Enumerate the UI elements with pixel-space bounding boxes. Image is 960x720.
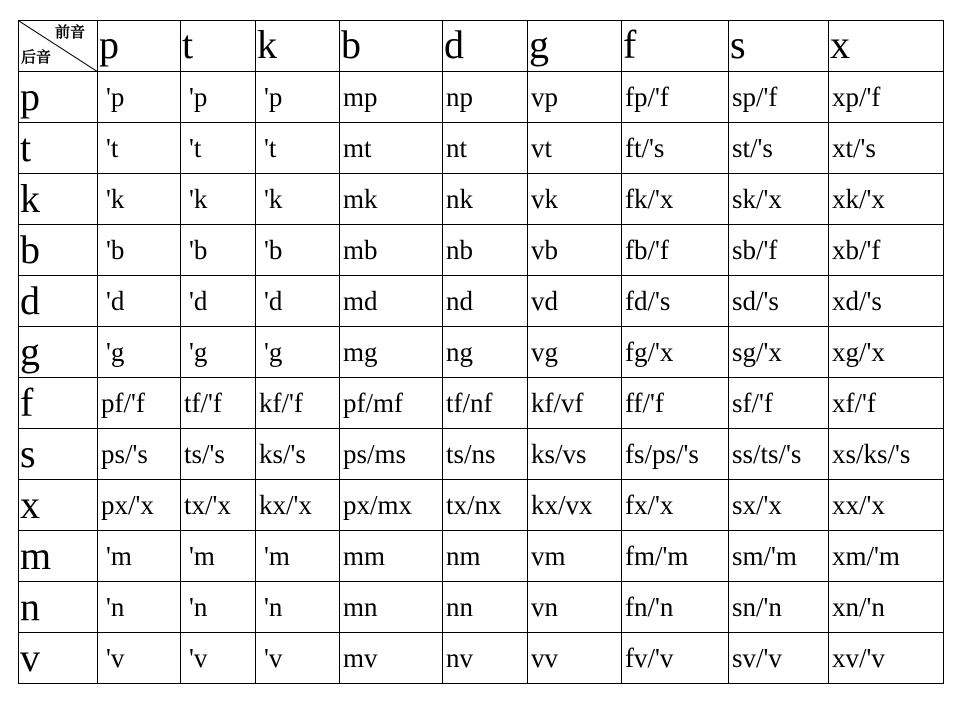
table-cell: mg: [340, 327, 443, 378]
table-cell: 't: [181, 123, 256, 174]
table-row: [19, 582, 944, 633]
table-cell: xg/'x: [829, 327, 944, 378]
table-cell: xp/'f: [829, 72, 944, 123]
table-cell: 't: [98, 123, 181, 174]
table-cell: sf/'f: [729, 378, 829, 429]
table-cell: nk: [443, 174, 528, 225]
table-cell: vv: [528, 633, 622, 684]
table-cell: kf/'f: [256, 378, 340, 429]
table-cell: ts/ns: [443, 429, 528, 480]
table-cell: xt/'s: [829, 123, 944, 174]
table-cell: vb: [528, 225, 622, 276]
table-cell: sx/'x: [729, 480, 829, 531]
row-header: k: [19, 174, 98, 225]
table-cell: ks/vs: [528, 429, 622, 480]
table-cell: ps/'s: [98, 429, 181, 480]
table-cell: nt: [443, 123, 528, 174]
table-row: [19, 378, 944, 429]
table-cell: tf/nf: [443, 378, 528, 429]
table-cell: nv: [443, 633, 528, 684]
table-row: [19, 276, 944, 327]
table-cell: px/'x: [98, 480, 181, 531]
row-header: t: [19, 123, 98, 174]
table-cell: 'b: [256, 225, 340, 276]
table-cell: 'p: [256, 72, 340, 123]
table-cell: sn/'n: [729, 582, 829, 633]
table-cell: st/'s: [729, 123, 829, 174]
table-row: [19, 531, 944, 582]
table-row: [19, 429, 944, 480]
table-cell: 'n: [256, 582, 340, 633]
table-cell: vd: [528, 276, 622, 327]
table-cell: ks/'s: [256, 429, 340, 480]
table-cell: mv: [340, 633, 443, 684]
table-cell: 'g: [98, 327, 181, 378]
table-row: [19, 327, 944, 378]
table-cell: 'p: [181, 72, 256, 123]
table-cell: vk: [528, 174, 622, 225]
table-cell: fg/'x: [622, 327, 729, 378]
table-cell: 'b: [98, 225, 181, 276]
table-cell: vm: [528, 531, 622, 582]
table-cell: xn/'n: [829, 582, 944, 633]
table-cell: 'm: [256, 531, 340, 582]
column-header: k: [256, 21, 340, 72]
table-cell: ff/'f: [622, 378, 729, 429]
table-cell: sk/'x: [729, 174, 829, 225]
table-cell: sp/'f: [729, 72, 829, 123]
table-cell: 'k: [181, 174, 256, 225]
table-cell: fp/'f: [622, 72, 729, 123]
table-cell: xx/'x: [829, 480, 944, 531]
table-cell: xb/'f: [829, 225, 944, 276]
table-cell: sd/'s: [729, 276, 829, 327]
table-cell: ft/'s: [622, 123, 729, 174]
column-header: x: [829, 21, 944, 72]
table-cell: mk: [340, 174, 443, 225]
corner-label-next-sound: 后音: [21, 48, 52, 66]
table-row: [19, 72, 944, 123]
table-cell: ng: [443, 327, 528, 378]
table-cell: xs/ks/'s: [829, 429, 944, 480]
table-cell: fm/'m: [622, 531, 729, 582]
table-cell: 'p: [98, 72, 181, 123]
corner-label-prev-sound: 前音: [54, 23, 85, 41]
table-cell: vn: [528, 582, 622, 633]
table-cell: fv/'v: [622, 633, 729, 684]
table-cell: nm: [443, 531, 528, 582]
column-header: g: [528, 21, 622, 72]
table-cell: xd/'s: [829, 276, 944, 327]
table-cell: md: [340, 276, 443, 327]
table-cell: ps/ms: [340, 429, 443, 480]
table-cell: sm/'m: [729, 531, 829, 582]
table-cell: vg: [528, 327, 622, 378]
table-cell: nb: [443, 225, 528, 276]
table-cell: fb/'f: [622, 225, 729, 276]
row-header: x: [19, 480, 98, 531]
table-cell: mp: [340, 72, 443, 123]
table-cell: kx/vx: [528, 480, 622, 531]
header-row: [19, 21, 944, 72]
table-row: [19, 174, 944, 225]
table-cell: vt: [528, 123, 622, 174]
table-cell: 'n: [181, 582, 256, 633]
table-cell: np: [443, 72, 528, 123]
column-header: s: [729, 21, 829, 72]
table-cell: 'm: [181, 531, 256, 582]
table-cell: 'b: [181, 225, 256, 276]
table-cell: kf/vf: [528, 378, 622, 429]
table-cell: ss/ts/'s: [729, 429, 829, 480]
table-cell: sv/'v: [729, 633, 829, 684]
table-cell: 'k: [256, 174, 340, 225]
table-cell: tx/nx: [443, 480, 528, 531]
table-cell: kx/'x: [256, 480, 340, 531]
table-cell: fn/'n: [622, 582, 729, 633]
table-row: [19, 123, 944, 174]
row-header: f: [19, 378, 98, 429]
row-header: d: [19, 276, 98, 327]
table-cell: xk/'x: [829, 174, 944, 225]
table-cell: pf/mf: [340, 378, 443, 429]
consonant-combination-table: [18, 20, 944, 684]
table-cell: nd: [443, 276, 528, 327]
table-cell: fd/'s: [622, 276, 729, 327]
table-cell: 'v: [181, 633, 256, 684]
corner-cell: [19, 21, 98, 72]
table-cell: 'd: [98, 276, 181, 327]
row-header: g: [19, 327, 98, 378]
table-cell: 'm: [98, 531, 181, 582]
row-header: n: [19, 582, 98, 633]
column-header: d: [443, 21, 528, 72]
row-header: b: [19, 225, 98, 276]
table-cell: px/mx: [340, 480, 443, 531]
table-row: [19, 225, 944, 276]
table-cell: 'g: [256, 327, 340, 378]
table-cell: sb/'f: [729, 225, 829, 276]
table-cell: nn: [443, 582, 528, 633]
row-header: v: [19, 633, 98, 684]
table-cell: ts/'s: [181, 429, 256, 480]
column-header: p: [98, 21, 181, 72]
table-cell: 'd: [181, 276, 256, 327]
row-header: s: [19, 429, 98, 480]
table-cell: mt: [340, 123, 443, 174]
table-cell: tf/'f: [181, 378, 256, 429]
table-cell: 'k: [98, 174, 181, 225]
table-cell: mb: [340, 225, 443, 276]
table-cell: sg/'x: [729, 327, 829, 378]
column-header: b: [340, 21, 443, 72]
table-cell: pf/'f: [98, 378, 181, 429]
table-cell: 'n: [98, 582, 181, 633]
table-cell: xm/'m: [829, 531, 944, 582]
table-cell: vp: [528, 72, 622, 123]
table-cell: xf/'f: [829, 378, 944, 429]
column-header: f: [622, 21, 729, 72]
table-cell: fs/ps/'s: [622, 429, 729, 480]
table-cell: 'v: [98, 633, 181, 684]
table-cell: 't: [256, 123, 340, 174]
table-cell: xv/'v: [829, 633, 944, 684]
row-header: m: [19, 531, 98, 582]
column-header: t: [181, 21, 256, 72]
table-cell: mn: [340, 582, 443, 633]
table-row: [19, 480, 944, 531]
table-cell: fx/'x: [622, 480, 729, 531]
table-cell: 'g: [181, 327, 256, 378]
row-header: p: [19, 72, 98, 123]
table-row: [19, 633, 944, 684]
table-cell: 'v: [256, 633, 340, 684]
table-cell: fk/'x: [622, 174, 729, 225]
table-cell: tx/'x: [181, 480, 256, 531]
table-cell: mm: [340, 531, 443, 582]
table-cell: 'd: [256, 276, 340, 327]
